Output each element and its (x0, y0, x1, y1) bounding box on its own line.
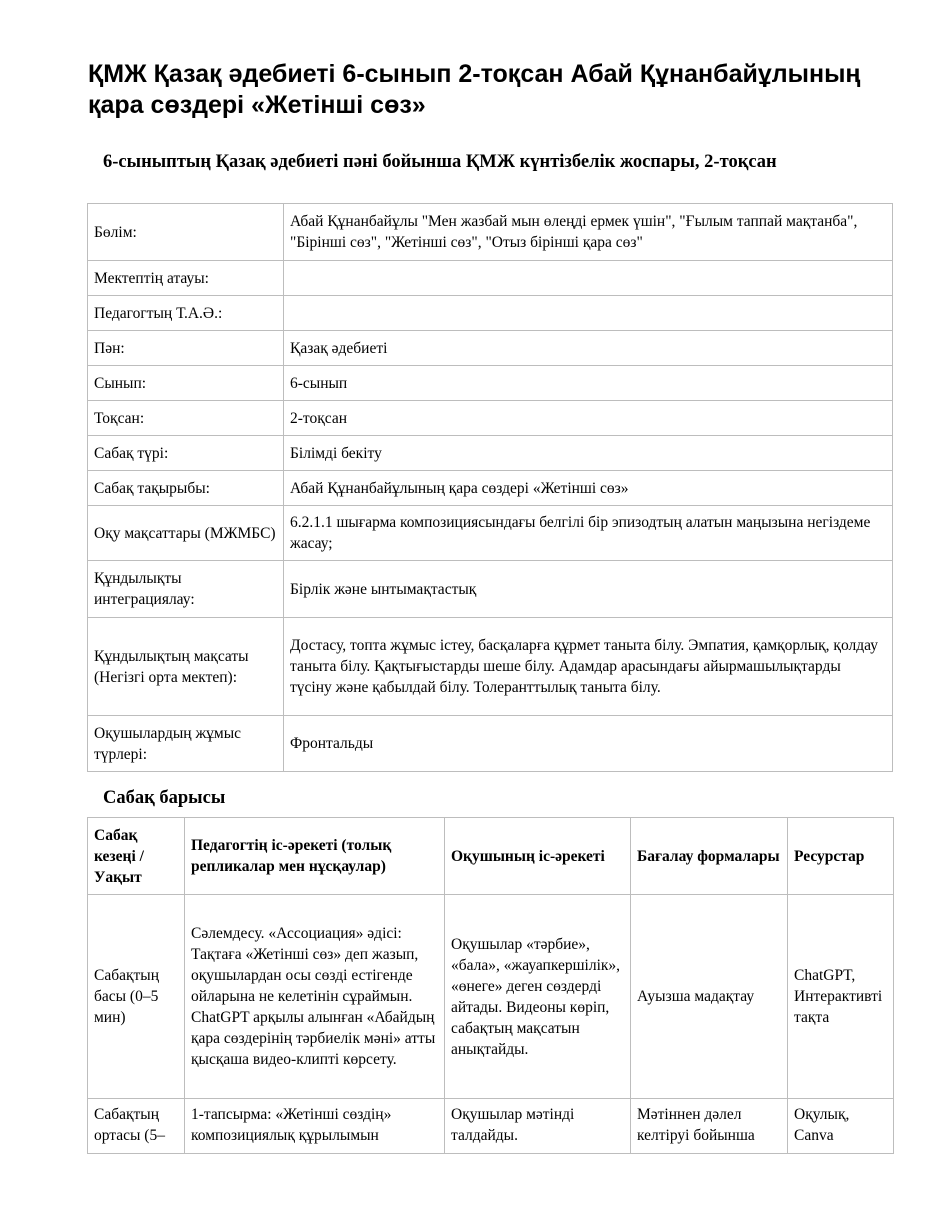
lesson-header-row (88, 818, 894, 895)
info-row-teacher (88, 296, 893, 331)
info-value: Бірлік және ынтымақтастық (284, 561, 893, 618)
info-label: Тоқсан: (88, 401, 284, 436)
info-label: Оқу мақсаттары (МЖМБС) (88, 506, 284, 561)
info-label: Сабақ түрі: (88, 436, 284, 471)
header-stage: Сабақ кезеңі / Уақыт (88, 818, 185, 895)
info-row-lesson-type (88, 436, 893, 471)
info-row-work-forms (88, 716, 893, 772)
lesson-stage: Сабақтың ортасы (5– (88, 1099, 185, 1154)
header-resources: Ресурстар (788, 818, 894, 895)
info-row-objectives (88, 506, 893, 561)
header-teacher-activity: Педагогтің іс-әрекеті (толық репликалар мен нұсқаулар) (185, 818, 445, 895)
info-value (284, 296, 893, 331)
info-label: Сабақ тақырыбы: (88, 471, 284, 506)
info-value: 6.2.1.1 шығарма композициясындағы белгілі бір эпизодтың алатын маңызына негіздеме жасау; (284, 506, 893, 561)
info-label: Сынып: (88, 366, 284, 401)
info-label: Құндылықтың мақсаты (Негізгі орта мектеп): (88, 618, 284, 716)
plan-heading: 6-сыныптың Қазақ әдебиеті пәні бойынша ҚМЖ күнтізбелік жоспары, 2-тоқсан (103, 152, 777, 172)
lesson-flow-heading: Сабақ барысы (103, 788, 226, 808)
info-label: Пән: (88, 331, 284, 366)
info-label: Мектептің атауы: (88, 261, 284, 296)
page-title: ҚМЖ Қазақ әдебиеті 6-сынып 2-тоқсан Абай Құнанбайұлының қара сөздері «Жетінші сөз» (88, 60, 861, 119)
info-value: Достасу, топта жұмыс істеу, басқаларға құрмет таныта білу. Эмпатия, қамқорлық, қолдау таныта білу. Қақтығыстарды шеше білу. Адамдар арасындағы айырмашылықтарды түсіну және қабылдай білу. Толеранттылық таныта білу. (284, 618, 893, 716)
info-value: Білімді бекіту (284, 436, 893, 471)
info-value: Фронтальды (284, 716, 893, 772)
info-row-quarter (88, 401, 893, 436)
assessment-form: Ауызша мадақтау (631, 895, 788, 1099)
info-label: Құндылықты интеграциялау: (88, 561, 284, 618)
header-assessment: Бағалау формалары (631, 818, 788, 895)
resources: Оқулық, Canva (788, 1099, 894, 1154)
info-label: Оқушылардың жұмыс түрлері: (88, 716, 284, 772)
info-value: 2-тоқсан (284, 401, 893, 436)
info-value: 6-сынып (284, 366, 893, 401)
resources: ChatGPT, Интерактивті тақта (788, 895, 894, 1099)
info-value: Қазақ әдебиеті (284, 331, 893, 366)
info-row-value-goal (88, 618, 893, 716)
teacher-activity: 1-тапсырма: «Жетінші сөздің» композициялық құрылымын (185, 1099, 445, 1154)
info-row-subject (88, 331, 893, 366)
info-row-grade (88, 366, 893, 401)
student-activity: Оқушылар «тәрбие», «бала», «жауапкершілік», «өнеге» деген сөздерді айтады. Видеоны көріп, сабақтың мақсатын анықтайды. (445, 895, 631, 1099)
teacher-activity: Сәлемдесу. «Ассоциация» әдісі: Тақтаға «Жетінші сөз» деп жазып, оқушылардан осы сөзді естігенде ойларына не келетінін сұраймын. ChatGPT арқылы алынған «Абайдың қара сөздерінің тәрбиелік мәні» атты қысқаша видео-клипті көрсету. (185, 895, 445, 1099)
info-row-lesson-topic (88, 471, 893, 506)
info-value: Абай Құнанбайұлы "Мен жазбай мын өлеңді ермек үшін", "Ғылым таппай мақтанба", "Бірінші сөз", "Жетінші сөз", "Отыз бірінші қара сөз" (284, 204, 893, 261)
lesson-row-start (88, 895, 894, 1099)
info-label: Бөлім: (88, 204, 284, 261)
lesson-stage: Сабақтың басы (0–5 мин) (88, 895, 185, 1099)
info-row-section (88, 204, 893, 261)
info-row-school (88, 261, 893, 296)
info-value: Абай Құнанбайұлының қара сөздері «Жетінші сөз» (284, 471, 893, 506)
info-label: Педагогтың Т.А.Ә.: (88, 296, 284, 331)
info-row-value-integration (88, 561, 893, 618)
lesson-flow-table (87, 817, 894, 1154)
info-value (284, 261, 893, 296)
lesson-info-table (87, 203, 893, 772)
lesson-row-middle (88, 1099, 894, 1154)
assessment-form: Мәтіннен дәлел келтіруі бойынша (631, 1099, 788, 1154)
header-student-activity: Оқушының іс-әрекеті (445, 818, 631, 895)
student-activity: Оқушылар мәтінді талдайды. (445, 1099, 631, 1154)
